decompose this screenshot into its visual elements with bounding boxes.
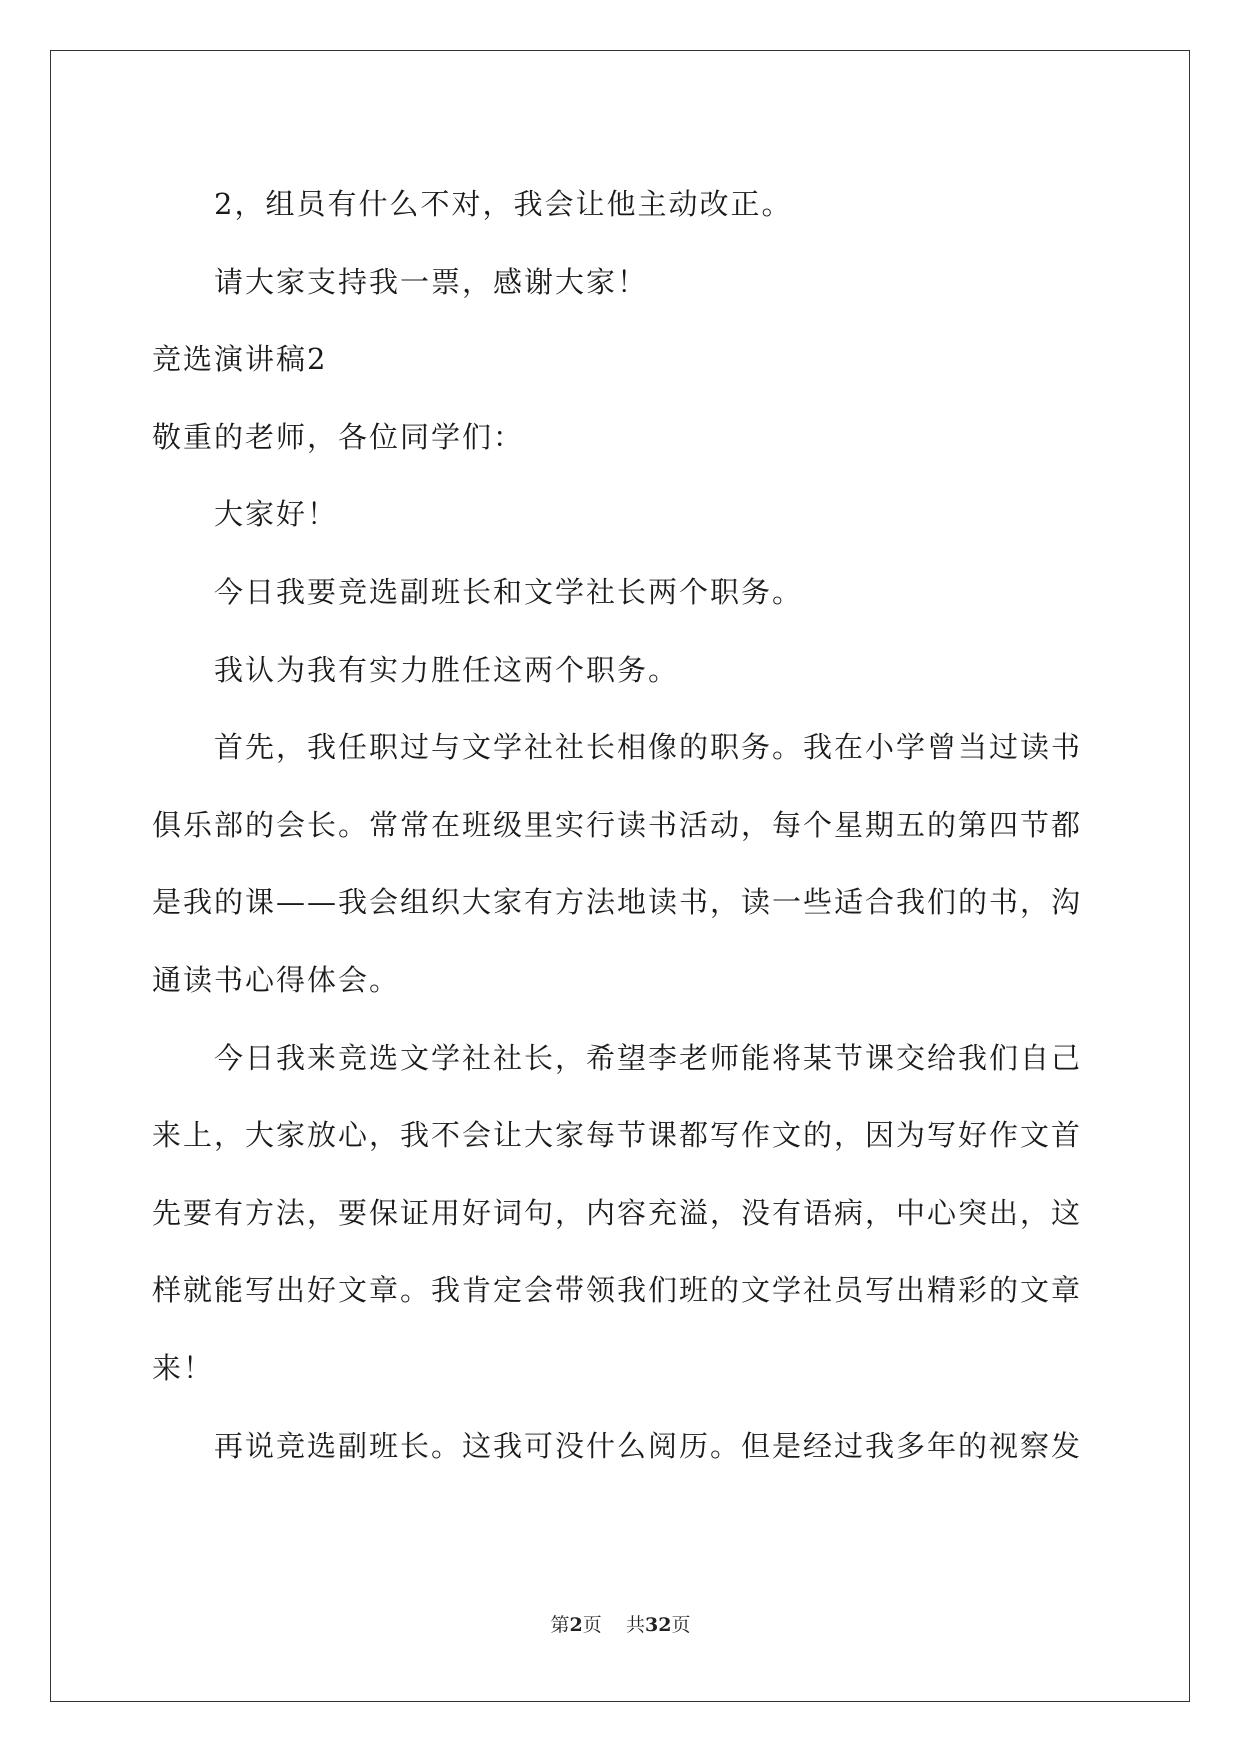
paragraph-line: 请大家支持我一票，感谢大家！	[214, 264, 649, 299]
total-prefix: 共	[625, 1614, 645, 1636]
total-suffix: 页	[671, 1614, 691, 1636]
page-prefix: 第	[550, 1614, 570, 1636]
paragraph-line: 大家好！	[214, 497, 339, 532]
paragraph-line: 样就能写出好文章。我肯定会带领我们班的文学社员写出精彩的文章	[152, 1273, 1083, 1308]
salutation: 敬重的老师，各位同学们：	[152, 419, 525, 454]
paragraph-line: 今日我来竞选文学社社长，希望李老师能将某节课交给我们自己	[214, 1040, 1083, 1075]
paragraph-line: 我认为我有实力胜任这两个职务。	[214, 652, 680, 687]
paragraph-line: 通读书心得体会。	[152, 962, 401, 997]
paragraph-line: 今日我要竞选副班长和文学社长两个职务。	[214, 574, 804, 609]
total-pages: 32	[644, 1614, 672, 1636]
page-number: 2	[569, 1614, 583, 1636]
page-suffix: 页	[582, 1614, 602, 1636]
document-body	[152, 166, 1092, 1485]
section-title: 竞选演讲稿2	[152, 342, 328, 377]
paragraph-line: 先要有方法，要保证用好词句，内容充溢，没有语病，中心突出，这	[152, 1195, 1083, 1230]
paragraph-line: 来！	[152, 1350, 215, 1385]
paragraph-line: 是我的课——我会组织大家有方法地读书，读一些适合我们的书，沟	[152, 885, 1083, 920]
paragraph-line: 俱乐部的会长。常常在班级里实行读书活动，每个星期五的第四节都	[152, 807, 1083, 842]
paragraph-line: 再说竞选副班长。这我可没什么阅历。但是经过我多年的视察发	[214, 1428, 1083, 1463]
paragraph-line: 来上，大家放心，我不会让大家每节课都写作文的，因为写好作文首	[152, 1118, 1083, 1153]
paragraph-line: 首先，我任职过与文学社社长相像的职务。我在小学曾当过读书	[214, 730, 1083, 765]
paragraph-line: 2，组员有什么不对，我会让他主动改正。	[214, 187, 793, 221]
page-footer	[0, 1610, 1241, 1637]
